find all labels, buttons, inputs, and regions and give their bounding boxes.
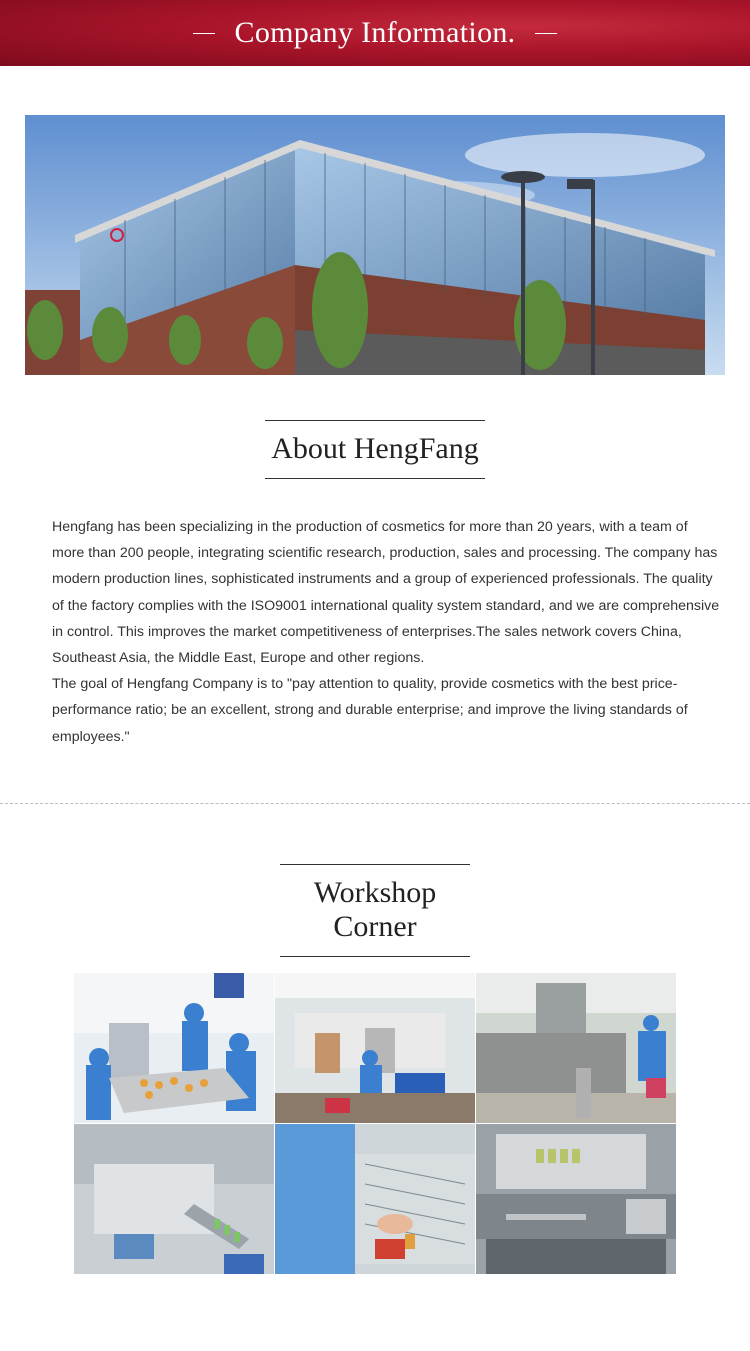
banner-right-dash	[535, 33, 557, 34]
company-building-photo	[25, 115, 725, 375]
filling-machine-photo	[74, 1124, 274, 1274]
workshop-heading: Workshop Corner	[280, 864, 470, 957]
machine-operator-photo	[476, 973, 676, 1123]
about-paragraph-2: The goal of Hengfang Company is to "pay attention to quality, provide cosmetics with the best price-performance ratio; be an excellent, strong and durable enterprise; and improve the living standards of employees."	[52, 676, 688, 745]
hands-assembly-photo	[275, 1124, 475, 1274]
banner-title: Company Information.	[234, 16, 516, 49]
about-description	[52, 514, 720, 750]
section-divider	[0, 803, 750, 804]
about-paragraph-1: Hengfang has been specializing in the production of cosmetics for more than 20 years, with a team of more than 200 people, integrating scientific research, production, sales and processing. The company has modern production lines, sophisticated instruments and a group of experienced professionals. The quality of the factory complies with the ISO9001 international quality system standard, and we are comprehensive in control. This improves the market competitiveness of enterprises.The sales network covers China, Southeast Asia, the Middle East, Europe and other regions.	[52, 519, 720, 667]
workers-sorting-photo	[74, 973, 274, 1123]
about-heading: About HengFang	[265, 420, 485, 479]
about-heading-block	[0, 420, 750, 479]
workshop-heading-block	[0, 864, 750, 957]
production-line-photo	[275, 973, 475, 1123]
packaging-machine-photo	[476, 1124, 676, 1274]
banner-left-dash	[193, 33, 215, 34]
workshop-photo-grid	[74, 973, 676, 1274]
header-banner	[0, 0, 750, 66]
